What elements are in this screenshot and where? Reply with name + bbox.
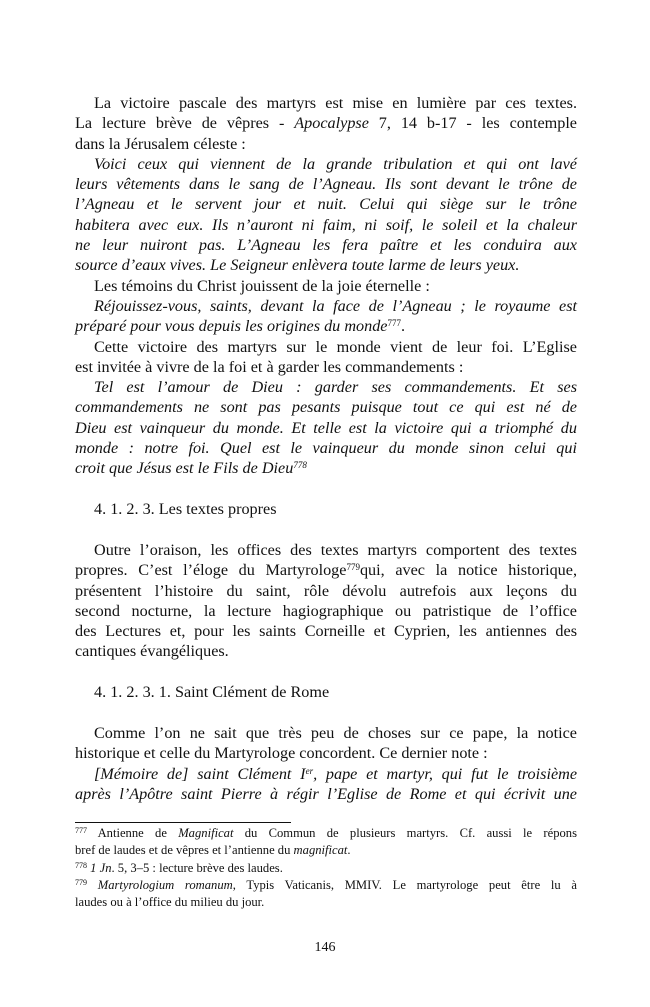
footnotes	[75, 825, 577, 911]
text-line	[75, 894, 577, 911]
text-line	[75, 860, 577, 877]
body-block-1	[75, 93, 577, 479]
text-run: cantiques évangéliques.	[75, 642, 229, 661]
text-line	[75, 194, 577, 214]
text-run: Tel est l’amour de Dieu : garder ses commandements. Et ses	[94, 378, 577, 397]
text-run: Martyrologium romanum	[97, 877, 233, 892]
text-line	[75, 641, 577, 661]
text-line	[75, 842, 577, 859]
text-line	[75, 438, 577, 458]
text-line	[75, 458, 577, 478]
footnote-ref: 777	[387, 318, 401, 329]
text-run: Outre l’oraison, les offices des textes martyrs comportent des textes	[94, 541, 577, 559]
text-run: Apocalypse	[294, 114, 369, 133]
text-run: croit que Jésus est le Fils de Dieu	[75, 459, 294, 478]
text-line	[75, 877, 577, 894]
text-run: source d’eaux vives. Le Seigneur enlèvera toute larme de leurs yeux.	[75, 256, 520, 275]
text-run: . 5, 3–5 : lecture brève des laudes.	[111, 860, 283, 875]
text-run: Comme l’on ne sait que très peu de choses sur ce pape, la notice	[94, 724, 577, 742]
text-line	[75, 296, 577, 316]
footnote-ref: 779	[75, 877, 87, 887]
footnote-ref: 777	[75, 826, 87, 835]
text-run: laudes ou à l’office du milieu du jour.	[75, 895, 265, 910]
text-run: Cette victoire des martyrs sur le monde vient de leur foi. L’Eglise	[94, 337, 577, 356]
text-run: Antienne de	[87, 826, 179, 840]
text-run: dans la Jérusalem céleste :	[75, 134, 246, 153]
footnote-ref: er	[305, 765, 314, 776]
text-line	[75, 601, 577, 621]
section-heading: 4. 1. 2. 3. Les textes propres	[94, 500, 277, 518]
text-run: [Mémoire de] saint Clément I	[94, 764, 306, 783]
text-run: 7, 14 b-17 - les contemple	[368, 114, 577, 133]
footnote-ref: 778	[75, 860, 87, 870]
text-run: , pape et martyr, qui fut le troisième	[313, 764, 577, 783]
text-line	[75, 93, 577, 113]
footnote-ref: 779	[346, 562, 360, 573]
text-run: 1 Jn	[90, 860, 112, 875]
text-run: second nocturne, la lecture hagiographique ou patristique de l’office	[75, 601, 577, 620]
text-line	[75, 723, 577, 743]
text-line	[75, 113, 577, 133]
text-run: ne leur nuiront pas. L’Agneau les fera paître et les conduira aux	[75, 236, 577, 255]
text-run: est invitée à vivre de la foi et à garder les commandements :	[75, 357, 464, 376]
text-run	[87, 878, 98, 892]
text-line	[75, 397, 577, 417]
text-line	[75, 784, 577, 804]
text-line	[75, 337, 577, 357]
text-run: Réjouissez-vous, saints, devant la face de l’Agneau ; le royaume est	[94, 296, 577, 315]
text-run: bref de laudes et de vêpres et l’antienne du	[75, 843, 294, 858]
text-run: leurs vêtements dans le sang de l’Agneau. Ils sont devant le trône de	[75, 175, 577, 194]
text-run: présentent l’histoire du saint, rôle dévolu autrefois aux leçons du	[75, 581, 577, 600]
text-run: l’Agneau et le servent jour et nuit. Celui qui siège sur le trône	[75, 195, 577, 214]
text-line	[75, 825, 577, 842]
body-block-3	[75, 723, 577, 804]
text-run: qui, avec la notice historique,	[359, 561, 577, 580]
text-line	[75, 215, 577, 235]
text-run: historique et celle du Martyrologe concordent. Ce dernier note :	[75, 744, 488, 763]
text-run: Voici ceux qui viennent de la grande tribulation et qui ont lavé	[94, 154, 577, 173]
text-run: , Typis Vaticanis, MMIV. Le martyrologe peut être lu à	[232, 877, 577, 892]
text-run: La lecture brève de vêpres -	[75, 114, 295, 133]
text-run: Magnificat	[178, 826, 234, 840]
text-line	[75, 174, 577, 194]
text-run: Dieu est vainqueur du monde. Et telle est la victoire qui a triomphé du	[75, 418, 577, 437]
text-run: après l’Apôtre saint Pierre à régir l’Eglise de Rome et qui écrivit une	[75, 784, 577, 803]
text-run: monde : notre foi. Quel est le vainqueur du monde sinon celui qui	[75, 439, 577, 458]
text-line	[75, 255, 577, 275]
text-line	[75, 134, 577, 154]
text-line	[75, 276, 577, 296]
text-line	[75, 377, 577, 397]
footnote-ref: 778	[293, 460, 307, 471]
subsection-heading: 4. 1. 2. 3. 1. Saint Clément de Rome	[94, 683, 330, 701]
footnote-separator	[75, 822, 291, 823]
text-line	[75, 540, 577, 560]
text-run: habitera avec eux. Ils n’auront ni faim, ni soif, le soleil et la chaleur	[75, 215, 577, 234]
text-line	[75, 764, 577, 784]
body-block-2	[75, 540, 577, 662]
text-run: Les témoins du Christ jouissent de la joie éternelle :	[94, 276, 430, 295]
text-line	[75, 357, 577, 377]
text-run: .	[400, 317, 406, 336]
page-number: 146	[314, 940, 336, 955]
text-line	[75, 154, 577, 174]
text-line	[75, 316, 577, 336]
text-run: des Lectures et, pour les saints Corneille et Cyprien, les antiennes des	[75, 622, 577, 641]
text-line	[75, 418, 577, 438]
text-line	[75, 743, 577, 763]
text-line	[75, 621, 577, 641]
text-run: commandements ne sont pas pesants puisque tout ce qui est né de	[75, 398, 577, 417]
text-run: préparé pour vous depuis les origines du monde	[75, 317, 388, 336]
text-line	[75, 560, 577, 580]
text-line	[75, 235, 577, 255]
text-run: La victoire pascale des martyrs est mise en lumière par ces textes.	[94, 94, 577, 112]
text-run: propres. C’est l’éloge du Martyrologe	[75, 561, 347, 580]
text-line	[75, 581, 577, 601]
text-run: .	[347, 843, 351, 858]
text-run: magnificat	[293, 843, 348, 858]
text-run: du Commun de plusieurs martyrs. Cf. aussi le répons	[233, 826, 577, 840]
